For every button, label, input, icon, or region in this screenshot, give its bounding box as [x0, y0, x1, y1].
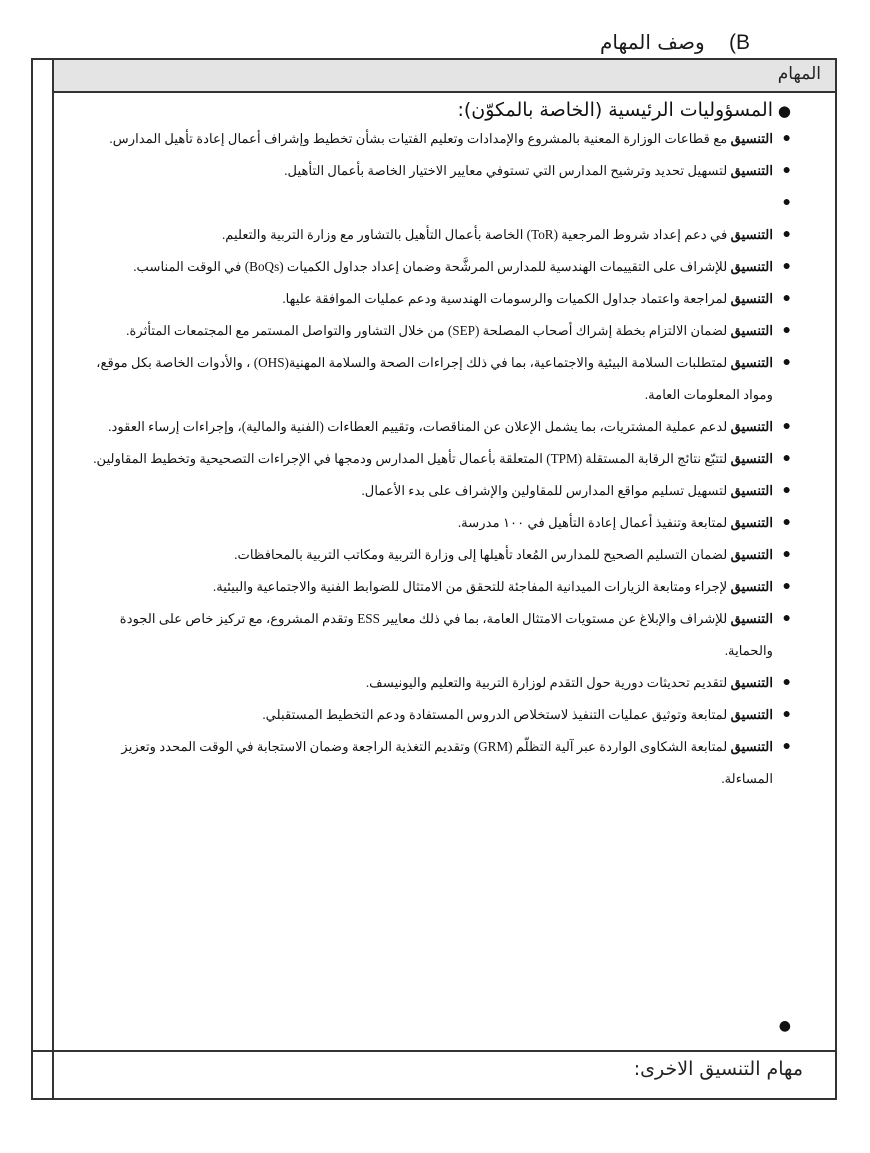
task-item — [54, 347, 835, 411]
task-text: لدعم عملية المشتريات، بما يشمل الإعلان عن المناقصات، وتقييم العطاءات (الفنية والمالية)، وإجراءات إرساء العقود. — [108, 419, 731, 434]
bullet-icon: ● — [782, 707, 791, 722]
bullet-icon: ● — [782, 195, 791, 210]
bullet-icon: ● — [782, 131, 791, 146]
task-text: لتسهيل تسليم مواقع المدارس للمقاولين والإشراف على بدء الأعمال. — [361, 483, 731, 498]
task-list — [54, 123, 835, 795]
bullet-icon: ● — [782, 419, 791, 434]
task-lead: التنسيق — [730, 579, 773, 594]
bullet-icon: ● — [782, 483, 791, 498]
task-lead: التنسيق — [730, 707, 773, 722]
task-item — [54, 667, 835, 699]
task-lead: التنسيق — [730, 611, 773, 626]
task-item — [54, 443, 835, 475]
task-text: لتقديم تحديثات دورية حول التقدم لوزارة التربية والتعليم واليونيسف. — [365, 675, 731, 690]
task-lead: التنسيق — [730, 355, 773, 370]
bullet-icon: ● — [782, 451, 791, 466]
task-item — [54, 507, 835, 539]
bullet-icon: ● — [782, 259, 791, 274]
task-lead: التنسيق — [730, 515, 773, 530]
main-responsibilities-heading — [54, 97, 835, 123]
task-item — [54, 123, 835, 155]
task-lead: التنسيق — [730, 131, 773, 146]
bullet-icon: ● — [782, 675, 791, 690]
task-text: لمتابعة وتنفيذ أعمال إعادة التأهيل في ١٠٠ مدرسة. — [457, 515, 731, 530]
task-item — [54, 251, 835, 283]
task-item — [54, 187, 835, 219]
task-item — [54, 219, 835, 251]
task-item — [54, 571, 835, 603]
bullet-icon: ● — [782, 611, 791, 626]
other-tasks-label: مهام التنسيق الاخرى: — [633, 1058, 803, 1080]
task-lead: التنسيق — [730, 419, 773, 434]
task-text: لمتابعة وتوثيق عمليات التنفيذ لاستخلاص الدروس المستفادة ودعم التخطيط المستقبلي. — [262, 707, 731, 722]
bullet-icon: ● — [782, 547, 791, 562]
task-item — [54, 731, 835, 795]
section-title-text: وصف المهام — [600, 30, 705, 54]
task-item — [54, 475, 835, 507]
task-item — [54, 699, 835, 731]
bullet-icon: ● — [782, 291, 791, 306]
task-item — [54, 603, 835, 667]
task-text: مع قطاعات الوزارة المعنية بالمشروع والإمدادات وتعليم الفتيات بشأن تخطيط وإشراف أعمال إعادة تأهيل المدارس. — [109, 131, 731, 146]
task-lead: التنسيق — [730, 227, 773, 242]
task-lead: التنسيق — [730, 291, 773, 306]
table-header-label: المهام — [777, 64, 821, 84]
task-text: في دعم إعداد شروط المرجعية (ToR) الخاصة بأعمال التأهيل بالتشاور مع وزارة التربية والتعليم. — [221, 227, 731, 242]
bullet-icon: ● — [782, 579, 791, 594]
task-text: للإشراف على التقييمات الهندسية للمدارس المرشَّحة وضمان إعداد جداول الكميات (BoQs) في الوقت المناسب. — [133, 259, 731, 274]
main-heading-text: المسؤوليات الرئيسية (الخاصة بالمكوّن): — [457, 99, 773, 121]
section-letter: B) — [728, 31, 750, 54]
task-text: لضمان التسليم الصحيح للمدارس المُعاد تأهيلها إلى وزارة التربية ومكاتب التربية بالمحافظات. — [234, 547, 731, 562]
task-text: لمتابعة الشكاوى الواردة عبر آلية التظلّم (GRM) وتقديم التغذية الراجعة وضمان الاستجابة في الوقت المحدد وتعزيز المساءلة. — [121, 739, 773, 786]
bullet-icon: ● — [782, 323, 791, 338]
bullet-icon: ● — [777, 102, 791, 120]
empty-bullet-icon: ● — [778, 1018, 791, 1034]
task-item — [54, 539, 835, 571]
bullet-icon: ● — [782, 163, 791, 178]
task-lead: التنسيق — [730, 451, 773, 466]
task-lead: التنسيق — [730, 163, 773, 178]
task-item — [54, 411, 835, 443]
bullet-icon: ● — [782, 515, 791, 530]
bullet-icon: ● — [782, 227, 791, 242]
task-lead: التنسيق — [730, 483, 773, 498]
table-header — [54, 60, 835, 93]
task-text: لإجراء ومتابعة الزيارات الميدانية المفاجئة للتحقق من الامتثال للضوابط الفنية والاجتماعية والبيئية. — [212, 579, 731, 594]
tasks-table — [31, 58, 837, 1100]
other-tasks-cell — [54, 1052, 835, 1098]
tasks-cell — [54, 93, 835, 1050]
section-title — [600, 30, 750, 55]
bullet-icon: ● — [782, 355, 791, 370]
task-item — [54, 283, 835, 315]
task-lead: التنسيق — [730, 675, 773, 690]
task-text: لتسهيل تحديد وترشيح المدارس التي تستوفي معايير الاختيار الخاصة بأعمال التأهيل. — [284, 163, 731, 178]
task-lead: التنسيق — [730, 323, 773, 338]
task-lead: التنسيق — [730, 547, 773, 562]
task-text: للإشراف والإبلاغ عن مستويات الامتثال العامة، بما في ذلك معايير ESS وتقدم المشروع، مع تركيز خاص على الجودة والحماية. — [119, 611, 773, 658]
task-item — [54, 315, 835, 347]
task-lead: التنسيق — [730, 259, 773, 274]
task-text: لضمان الالتزام بخطة إشراك أصحاب المصلحة (SEP) من خلال التشاور والتواصل المستمر مع المجتمعات المتأثرة. — [126, 323, 731, 338]
task-lead: التنسيق — [730, 739, 773, 754]
task-text: لمتطلبات السلامة البيئية والاجتماعية، بما في ذلك إجراءات الصحة والسلامة المهنية(OHS) ، والأدوات الخاصة بكل موقع، ومواد المعلومات العامة. — [96, 355, 773, 402]
task-text: لمراجعة واعتماد جداول الكميات والرسومات الهندسية ودعم عمليات الموافقة عليها. — [282, 291, 731, 306]
bullet-icon: ● — [782, 739, 791, 754]
task-item — [54, 155, 835, 187]
task-text: لتتبّع نتائج الرقابة المستقلة (TPM) المتعلقة بأعمال تأهيل المدارس ودمجها في الإجراءات التصحيحية وتخطيط المقاولين. — [93, 451, 731, 466]
